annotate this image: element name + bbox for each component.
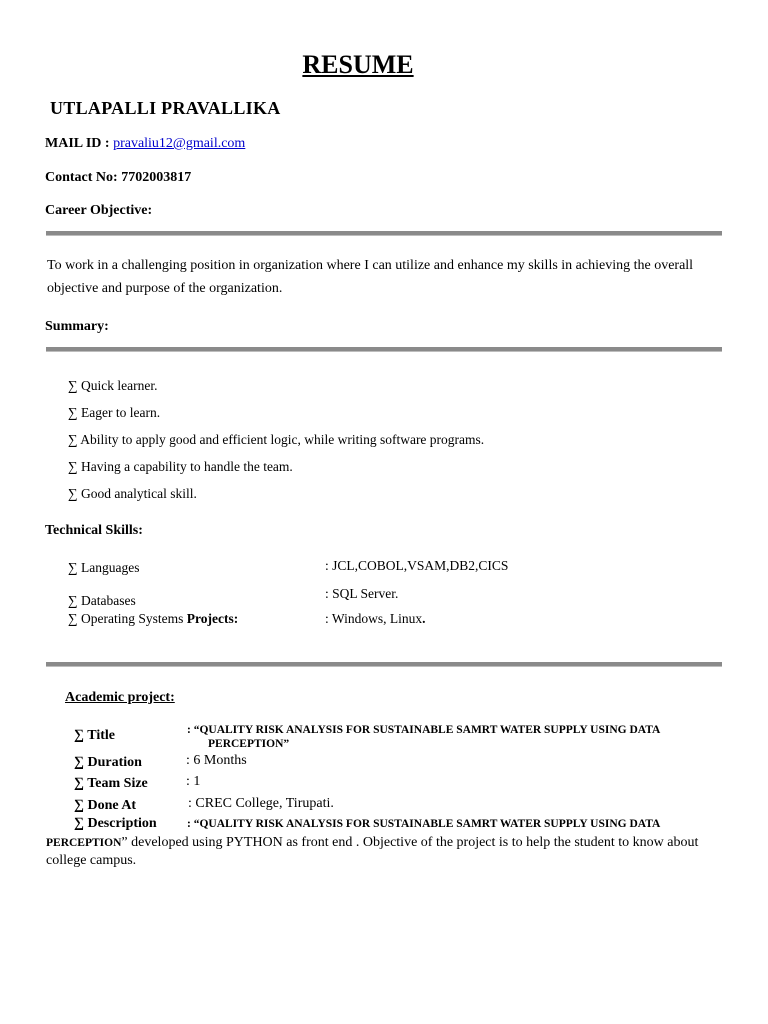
summary-heading: Summary: bbox=[45, 319, 109, 334]
skill-value: : JCL,COBOL,VSAM,DB2,CICS bbox=[325, 558, 509, 573]
mail-link[interactable]: pravaliu12@gmail.com bbox=[113, 136, 246, 151]
list-item: ∑ Quick learner. bbox=[68, 378, 158, 393]
list-item: ∑ Good analytical skill. bbox=[68, 486, 197, 501]
project-title-label: ∑ Title bbox=[74, 728, 115, 743]
divider bbox=[46, 347, 722, 352]
project-title-value: : “QUALITY RISK ANALYSIS FOR SUSTAINABLE SAMRT WATER SUPPLY USING DATA bbox=[187, 724, 661, 736]
project-team-label: ∑ Team Size bbox=[74, 776, 148, 791]
skill-value-period: . bbox=[422, 611, 426, 626]
phone-value: 7702003817 bbox=[121, 170, 192, 185]
career-heading: Career Objective: bbox=[45, 203, 153, 218]
project-done-label: ∑ Done At bbox=[74, 798, 137, 813]
phone-row bbox=[45, 170, 191, 186]
project-team-value: : 1 bbox=[186, 774, 201, 789]
project-duration-value: : 6 Months bbox=[186, 753, 247, 768]
career-text: To work in a challenging position in organization where I can utilize and enhance my skills in achieving the overall objective and purpose of the organization. bbox=[47, 258, 694, 296]
skill-value: : Windows, Linux bbox=[325, 611, 423, 626]
skill-label-row bbox=[68, 611, 238, 627]
mail-label: MAIL ID : bbox=[45, 136, 110, 151]
list-item: ∑ Eager to learn. bbox=[68, 405, 161, 420]
project-title-value-cont: PERCEPTION” bbox=[208, 738, 290, 750]
resume-title: RESUME bbox=[302, 50, 414, 79]
divider bbox=[46, 662, 722, 667]
skill-label: ∑ Databases bbox=[68, 593, 136, 608]
list-item: ∑ Having a capability to handle the team. bbox=[68, 459, 293, 474]
phone-label: Contact No: bbox=[45, 170, 118, 185]
list-item: ∑ Ability to apply good and efficient logic, while writing software programs. bbox=[68, 432, 485, 447]
project-duration-label: ∑ Duration bbox=[74, 755, 142, 770]
project-done-value: : CREC College, Tirupati. bbox=[188, 796, 334, 811]
project-desc-rest: ” developed using PYTHON as front end . Objective of the project is to help the student to know about college campus. bbox=[46, 835, 699, 868]
skill-label: ∑ Operating Systems bbox=[68, 611, 184, 626]
skill-value: : SQL Server. bbox=[325, 586, 399, 601]
skill-value-row bbox=[325, 611, 425, 627]
project-desc-value: : “QUALITY RISK ANALYSIS FOR SUSTAINABLE SAMRT WATER SUPPLY USING DATA bbox=[187, 818, 661, 830]
skills-heading: Technical Skills: bbox=[45, 523, 143, 538]
project-desc-label: ∑ Description bbox=[74, 816, 157, 831]
project-desc-caps: PERCEPTION bbox=[46, 837, 122, 849]
divider bbox=[46, 231, 722, 236]
project-desc-text bbox=[46, 834, 722, 870]
mail-row bbox=[45, 136, 245, 152]
projects-label: Projects: bbox=[186, 611, 239, 626]
project-heading: Academic project: bbox=[65, 690, 175, 705]
candidate-name: UTLAPALLI PRAVALLIKA bbox=[50, 98, 281, 118]
skill-label: ∑ Languages bbox=[68, 560, 140, 575]
